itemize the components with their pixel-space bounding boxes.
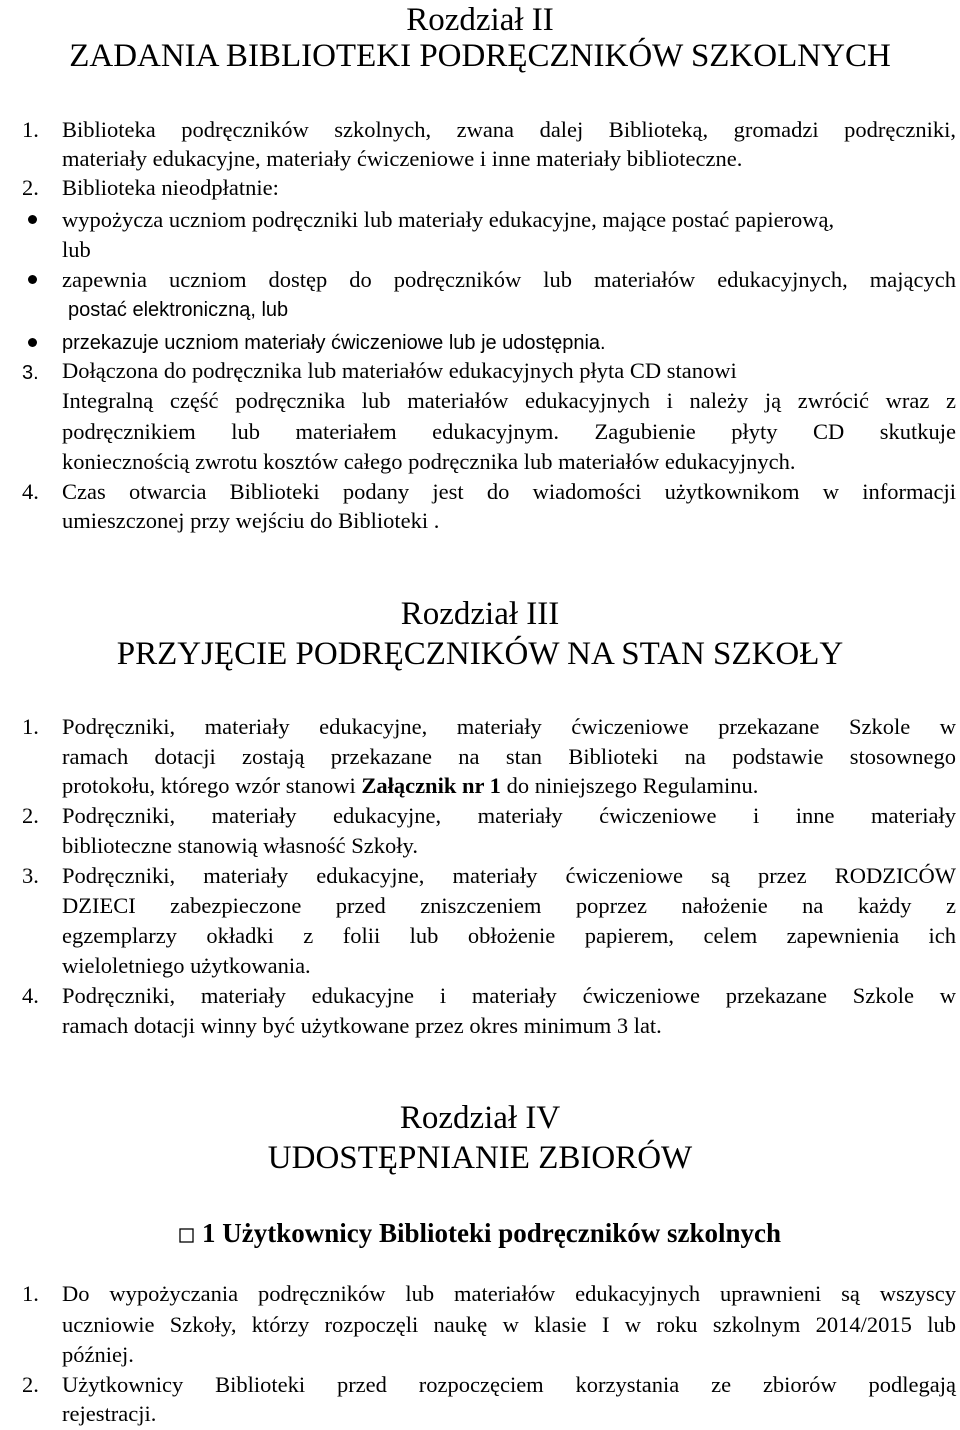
item-number: 3. xyxy=(22,863,39,888)
chapter-2-title: Rozdział II xyxy=(406,2,554,38)
paragraph-line: rejestracji. xyxy=(62,1401,157,1426)
paragraph-line: Podręczniki, materiały edukacyjne, materiały ćwiczeniowe są przez RODZICÓW xyxy=(62,863,956,888)
paragraph-line: Biblioteka nieodpłatnie: xyxy=(62,175,279,200)
item-number: 1. xyxy=(22,714,39,739)
bullet-line: zapewnia uczniom dostęp do podręczników lub materiałów edukacyjnych, mających xyxy=(62,267,956,292)
checkbox-square-icon xyxy=(179,1228,194,1243)
item-number: 2. xyxy=(22,1372,39,1397)
bullet-point xyxy=(28,338,37,347)
paragraph-line: Biblioteka podręczników szkolnych, zwana dalej Biblioteką, gromadzi podręczniki, xyxy=(62,117,956,142)
paragraph-line: później. xyxy=(62,1342,134,1367)
paragraph-line: Do wypożyczania podręczników lub materiałów edukacyjnych uprawnieni są wszyscy xyxy=(62,1281,956,1306)
section-heading xyxy=(0,1216,960,1250)
paragraph-line xyxy=(62,772,758,800)
paragraph-line: Podręczniki, materiały edukacyjne, materiały ćwiczeniowe przekazane Szkole w xyxy=(62,714,956,739)
item-number: 2. xyxy=(22,175,39,200)
item-number: 1. xyxy=(22,1281,39,1306)
paragraph-line: Podręczniki, materiały edukacyjne, materiały ćwiczeniowe i inne materiały xyxy=(62,803,956,828)
item-number: 3. xyxy=(22,362,39,384)
item-number: 4. xyxy=(22,983,39,1008)
bullet-line: postać elektroniczną, lub xyxy=(68,299,289,321)
paragraph-line: podręcznikiem lub materiałem edukacyjnym. Zagubienie płyty CD skutkuje xyxy=(62,419,956,444)
paragraph-line: egzemplarzy okładki z folii lub obłożenie papierem, celem zapewnienia ich xyxy=(62,923,956,948)
chapter-3-title: Rozdział III xyxy=(400,596,560,632)
bullet-point xyxy=(28,215,37,224)
paragraph-line: Czas otwarcia Biblioteki podany jest do wiadomości użytkownikom w informacji xyxy=(62,479,956,504)
paragraph-line: Użytkownicy Biblioteki przed rozpoczęciem korzystania ze zbiorów podlegają xyxy=(62,1372,956,1397)
item-number: 2. xyxy=(22,803,39,828)
bullet-line: lub xyxy=(62,237,91,262)
paragraph-line: Dołączona do podręcznika lub materiałów edukacyjnych płyta CD stanowi xyxy=(62,358,737,383)
bullet-line: przekazuje uczniom materiały ćwiczeniowe lub je udostępnia. xyxy=(62,332,606,354)
chapter-4-subtitle: UDOSTĘPNIANIE ZBIORÓW xyxy=(267,1140,693,1176)
paragraph-line: biblioteczne stanowią własność Szkoły. xyxy=(62,833,418,858)
section-heading-text: 1 Użytkownicy Biblioteki podręczników szkolnych xyxy=(201,1218,782,1248)
attachment-reference: Załącznik nr 1 xyxy=(361,773,501,798)
paragraph-line: ramach dotacji zostają przekazane na stan Biblioteki na podstawie stosownego xyxy=(62,744,956,769)
paragraph-line: wieloletniego użytkowania. xyxy=(62,953,311,978)
item-number: 4. xyxy=(22,479,39,504)
chapter-4-title: Rozdział IV xyxy=(399,1100,561,1136)
paragraph-line: koniecznością zwrotu kosztów całego podręcznika lub materiałów edukacyjnych. xyxy=(62,449,796,474)
paragraph-line: Integralną część podręcznika lub materiałów edukacyjnych i należy ją zwrócić wraz z xyxy=(62,388,956,413)
bullet-point xyxy=(28,275,37,284)
chapter-3-subtitle: PRZYJĘCIE PODRĘCZNIKÓW NA STAN SZKOŁY xyxy=(116,636,844,672)
paragraph-line: materiały edukacyjne, materiały ćwiczeniowe i inne materiały biblioteczne. xyxy=(62,146,743,171)
item-number: 1. xyxy=(22,117,39,142)
text-run: protokołu, którego wzór stanowi xyxy=(62,773,362,798)
chapter-2-subtitle: ZADANIA BIBLIOTEKI PODRĘCZNIKÓW SZKOLNYCH xyxy=(69,38,891,74)
text-run: do niniejszego Regulaminu. xyxy=(500,773,759,798)
paragraph-line: Podręczniki, materiały edukacyjne i materiały ćwiczeniowe przekazane Szkole w xyxy=(62,983,956,1008)
paragraph-line: ramach dotacji winny być użytkowane przez okres minimum 3 lat. xyxy=(62,1013,662,1038)
paragraph-line: uczniowie Szkoły, którzy rozpoczęli naukę w klasie I w roku szkolnym 2014/2015 lub xyxy=(62,1312,956,1337)
paragraph-line: DZIECI zabezpieczone przed zniszczeniem poprzez nałożenie na każdy z xyxy=(62,893,956,918)
paragraph-line: umieszczonej przy wejściu do Biblioteki . xyxy=(62,508,440,533)
bullet-line: wypożycza uczniom podręczniki lub materiały edukacyjne, mające postać papierową, xyxy=(62,207,835,232)
